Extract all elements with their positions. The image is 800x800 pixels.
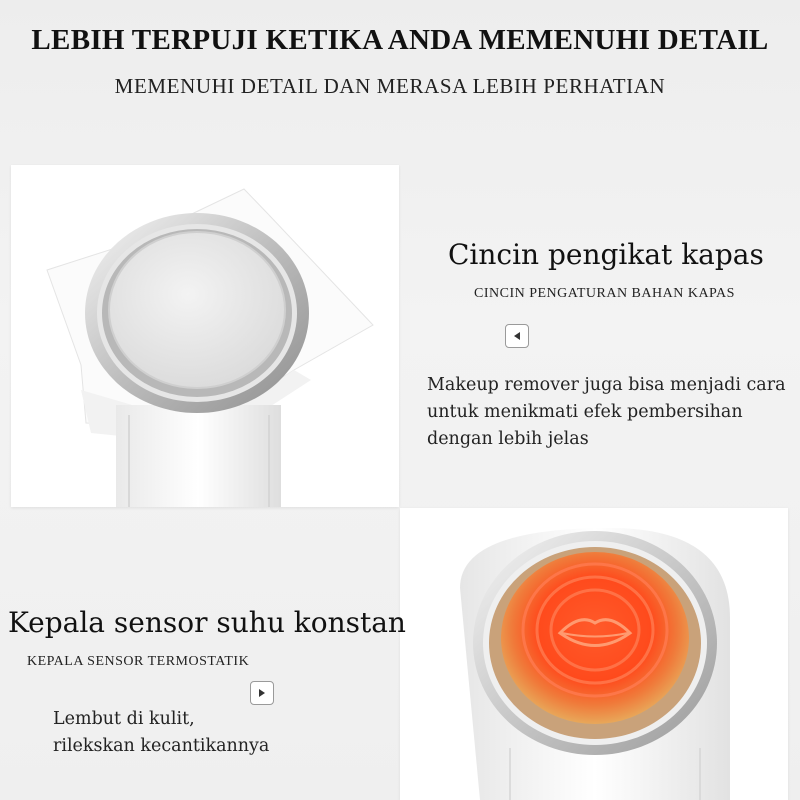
cotton-ring-image (11, 165, 399, 507)
arrow-right-icon (257, 688, 267, 698)
arrow-left-icon (512, 331, 522, 341)
next-button[interactable] (250, 681, 274, 705)
description-line: Lembut di kulit, (53, 709, 195, 729)
feature-heading-sensor-head: Kepala sensor suhu konstan (8, 606, 406, 639)
feature-description-sensor-head (53, 706, 383, 760)
sensor-head-image (400, 508, 788, 800)
description-line: rilekskan kecantikannya (53, 736, 270, 756)
page-subtitle: MEMENUHI DETAIL DAN MERASA LEBIH PERHATIAN (114, 74, 666, 98)
cotton-ring-illustration (11, 165, 399, 507)
sensor-head-illustration (400, 508, 788, 800)
feature-caps-sensor-head: KEPALA SENSOR TERMOSTATIK (27, 654, 250, 669)
description-line: dengan lebih jelas (427, 429, 589, 449)
feature-description-cotton-ring (427, 372, 797, 453)
description-line: untuk menikmati efek pembersihan (427, 402, 743, 422)
feature-caps-cotton-ring: CINCIN PENGATURAN BAHAN KAPAS (474, 286, 735, 301)
previous-button[interactable] (505, 324, 529, 348)
feature-heading-cotton-ring: Cincin pengikat kapas (448, 238, 764, 271)
page-title: LEBIH TERPUJI KETIKA ANDA MEMENUHI DETAIL (31, 24, 769, 56)
description-line: Makeup remover juga bisa menjadi cara (427, 375, 786, 395)
